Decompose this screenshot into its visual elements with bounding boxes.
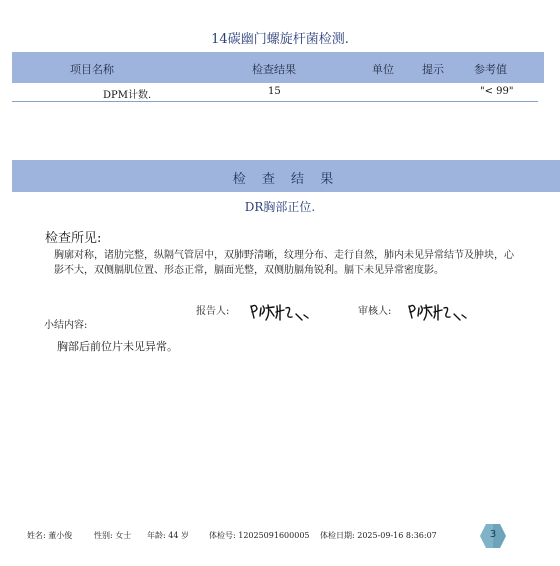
column-header-unit: 单位 — [372, 63, 394, 76]
cell-result: 15 — [268, 86, 281, 97]
footer-exam-date: 体检日期: 2025-09-16 8:36:07 — [320, 531, 437, 540]
exam-title: DR胸部正位. — [244, 200, 316, 214]
reporter-label: 报告人: — [196, 306, 230, 317]
section-title: 检 查 结 果 — [232, 172, 340, 187]
column-header-result: 检查结果 — [252, 63, 296, 76]
footer-gender: 性别: 女士 — [94, 531, 132, 540]
findings-label: 检查所见: — [45, 231, 102, 246]
cell-item: DPM计数. — [103, 90, 152, 101]
column-header-reference: 参考值 — [474, 63, 507, 76]
lab-test-title: 14碳幽门螺旋杆菌检测. — [211, 32, 349, 47]
exam-result-section-header — [12, 160, 560, 192]
summary-label: 小结内容: — [44, 320, 88, 331]
reviewer-label: 审核人: — [358, 306, 392, 317]
footer-name: 姓名: 董小俊 — [27, 531, 73, 540]
column-header-item: 项目名称 — [70, 63, 114, 76]
result-table-header — [12, 52, 544, 83]
page-number: 3 — [489, 529, 497, 540]
reviewer-signature — [406, 300, 476, 324]
table-row-divider — [12, 101, 538, 102]
footer-exam-number: 体检号: 12025091600005 — [209, 531, 310, 540]
cell-reference: "< 99" — [480, 86, 514, 97]
footer-age: 年龄: 44 岁 — [147, 531, 189, 540]
column-header-hint: 提示 — [422, 63, 444, 76]
reporter-signature — [248, 300, 318, 324]
summary-text: 胸部后前位片未见异常。 — [57, 340, 178, 353]
page-number-badge — [479, 523, 507, 549]
findings-text: 胸廓对称，诸肋完整，纵隔气管居中，双肺野清晰，纹理分布、走行自然，肺内未见异常结节及肿块，心影不大，双侧膈肌位置、形态正常，膈面光整，双侧肋膈角锐利。膈下未见异常密度影。 — [54, 250, 514, 276]
